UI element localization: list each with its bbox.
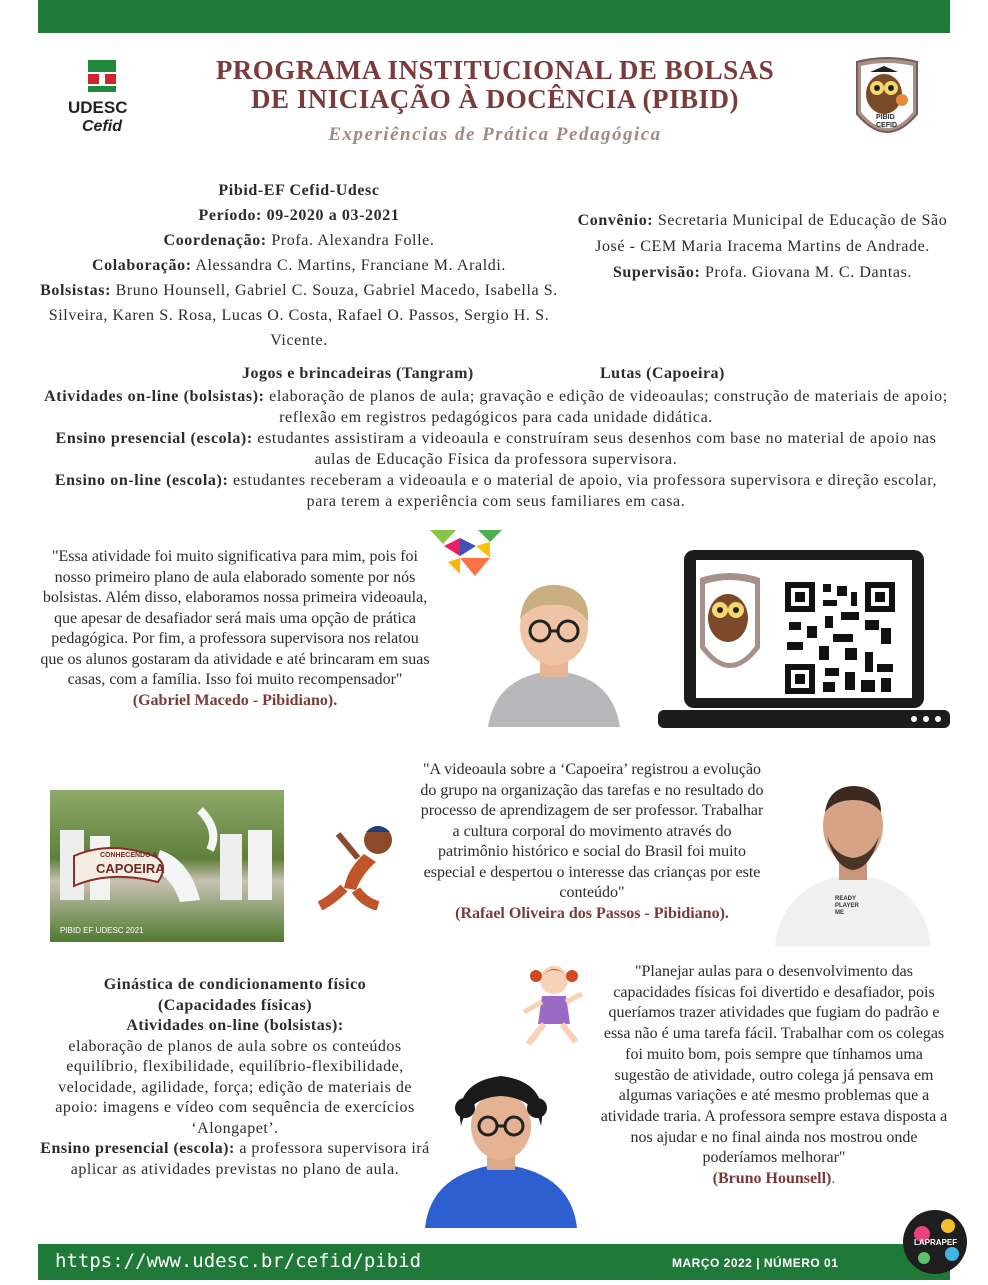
top-bar [38, 0, 950, 33]
period-label: Período: [198, 207, 262, 224]
page-title [180, 56, 810, 114]
udesc-logo [62, 58, 142, 142]
ginastica-title-1: Ginástica de condicionamento físico [103, 976, 367, 993]
capoeira-cartoon-icon [318, 818, 408, 910]
presencial-label: Ensino presencial (escola): [55, 430, 253, 447]
online-value: elaboração de planos de aula; gravação e edição de videoaulas; construção de materiais de apoio; reflexão em registros pedagógicos para cada unidade didática. [269, 388, 948, 426]
supervisao-value: Profa. Giovana M. C. Dantas. [705, 264, 913, 281]
laprapef-text: LAPRAPEF [914, 1238, 958, 1247]
quote-author: (Rafael Oliveira dos Passos - Pibidiano). [455, 904, 729, 922]
capoeira-scene-icon [50, 790, 284, 942]
activities-description [40, 386, 952, 512]
avatar-rafael-icon [775, 778, 931, 946]
ginastica-section [40, 975, 430, 1180]
photo-watermark: PIBID EF UDESC 2021 [60, 926, 144, 935]
presencial-value: estudantes assistiram a videoaula e construíram seus desenhos com base no material de apoio nas aulas de Educação Física da professora supervisora. [257, 430, 937, 468]
capoeira-photo [50, 790, 284, 942]
owl-badge-icon [852, 54, 922, 148]
avatar-gabriel [478, 575, 630, 727]
heading-tangram: Jogos e brincadeiras (Tangram) [242, 365, 474, 382]
tangram-icon [430, 528, 504, 580]
convenio-value: Secretaria Municipal de Educação de São José - CEM Maria Iracema Martins de Andrade. [595, 212, 948, 255]
issue-label: MARÇO 2022 | NÚMERO 01 [672, 1256, 839, 1270]
colab-value: Alessandra C. Martins, Franciane M. Araldi. [195, 257, 506, 274]
quote-text: "Essa atividade foi muito significativa para mim, pois foi nosso primeiro plano de aula elaborado somente por nós bolsistas. Além disso, elaboramos nossa primeira videoaula, que apesar de desafiador será mais uma opção de prática pedagógica. Por fim, a professora supervisora nos relatou que os alunos gostaram da atividade e até brincaram em suas casas, com a família. Isso foi muito recompensador" [40, 548, 430, 688]
online-label: Atividades on-line (bolsistas): [44, 388, 265, 405]
quote-author: (Gabriel Macedo - Pibidiano). [132, 691, 338, 709]
quote-bruno [598, 962, 950, 1190]
qr-code-icon [785, 582, 895, 694]
photo-banner-2: CAPOEIRA [96, 861, 165, 876]
badge-text-2: CEFID [876, 122, 897, 129]
laprapef-logo [900, 1204, 970, 1280]
ginastica-online-value: elaboração de planos de aula sobre os conteúdos equilíbrio, flexibilidade, equilíbrio-flexibilidade, velocidade, agilidade, força; edição de materiais de apoio: imagens e vídeo com sequência de exercícios ‘Alongapet’. [55, 1037, 415, 1137]
bolsistas-value: Bruno Hounsell, Gabriel C. Souza, Gabriel Macedo, Isabella S. Silveira, Karen S. Rosa, Lucas O. Costa, Rafael O. Passos, Sergio H. S. Vicente. [48, 282, 558, 349]
title-line-1: PROGRAMA INSTITUCIONAL DE BOLSAS [215, 55, 775, 85]
online-escola-value: estudantes receberam a videoaula e o material de apoio, via professora supervisora e direção escolar, para terem a experiência com seus familiares em casa. [233, 472, 938, 510]
agreement-info [575, 208, 950, 286]
shirt-text: READY PLAYER ME [835, 896, 859, 916]
ginastica-online-label: Atividades on-line (bolsistas): [126, 1017, 344, 1034]
online-escola-label: Ensino on-line (escola): [54, 472, 229, 489]
ginastica-presencial-value: a professora supervisora irá aplicar as atividades previstas no plano de aula. [70, 1140, 430, 1178]
cefid-logo-text: Cefid [82, 118, 122, 135]
ginastica-title-2: (Capacidades físicas) [157, 996, 313, 1014]
convenio-label: Convênio: [577, 212, 654, 229]
page-subtitle: Experiências de Prática Pedagógica [328, 124, 662, 145]
quote-author: (Bruno Hounsell) [712, 1170, 832, 1188]
coord-label: Coordenação: [163, 232, 267, 249]
coord-value: Profa. Alexandra Folle. [271, 232, 435, 249]
title-line-2: DE INICIAÇÃO À DOCÊNCIA (PIBID) [250, 84, 740, 114]
photo-banner-1: CONHECENDO A [100, 852, 158, 859]
ginastica-presencial-label: Ensino presencial (escola): [40, 1140, 235, 1157]
bolsistas-label: Bolsistas: [40, 282, 111, 299]
heading-capoeira: Lutas (Capoeira) [600, 365, 725, 382]
quote-gabriel [38, 547, 432, 711]
quote-author-tail: . [831, 1170, 836, 1188]
avatar-rafael [775, 778, 931, 946]
quote-rafael [418, 760, 766, 924]
quote-text: "Planejar aulas para o desenvolvimento das capacidades físicas foi divertido e desafiador, pois queríamos trazer atividades que fugiam do padrão e essa não é uma tarefa fácil. Trabalhar com os colegas foi muito bom, pois sempre que tínhamos uma sugestão de atividade, outro colega já pensava em algumas variações e até mesmo problemas que a atividade traria. A professora sempre estava disposta a nos ajudar e no final ainda nos mostrou onde poderíamos melhorar" [600, 963, 948, 1167]
udesc-logo-text: UDESC [68, 98, 128, 117]
pibid-badge [852, 54, 922, 148]
running-girl-icon [510, 958, 590, 1054]
quote-text: "A videoaula sobre a ‘Capoeira’ registrou a evolução do grupo na organização das tarefas e no resultado do processo de aprendizagem de ser professor. Trabalhar a cultura corporal do movimento através do patrimônio histórico e social do Brasil foi muito especial e despertou o interesse das crianças por este conteúdo" [420, 761, 764, 901]
avatar-bruno [425, 1068, 577, 1228]
supervisao-label: Supervisão: [612, 264, 701, 281]
badge-text-1: PIBID [876, 114, 895, 121]
colab-label: Colaboração: [92, 257, 192, 274]
site-url-link[interactable]: https://www.udesc.br/cefid/pibid [55, 1250, 422, 1272]
program-info [40, 178, 558, 353]
period-value: 09-2020 a 03-2021 [266, 207, 400, 224]
group-name: Pibid-EF Cefid-Udesc [218, 182, 380, 199]
